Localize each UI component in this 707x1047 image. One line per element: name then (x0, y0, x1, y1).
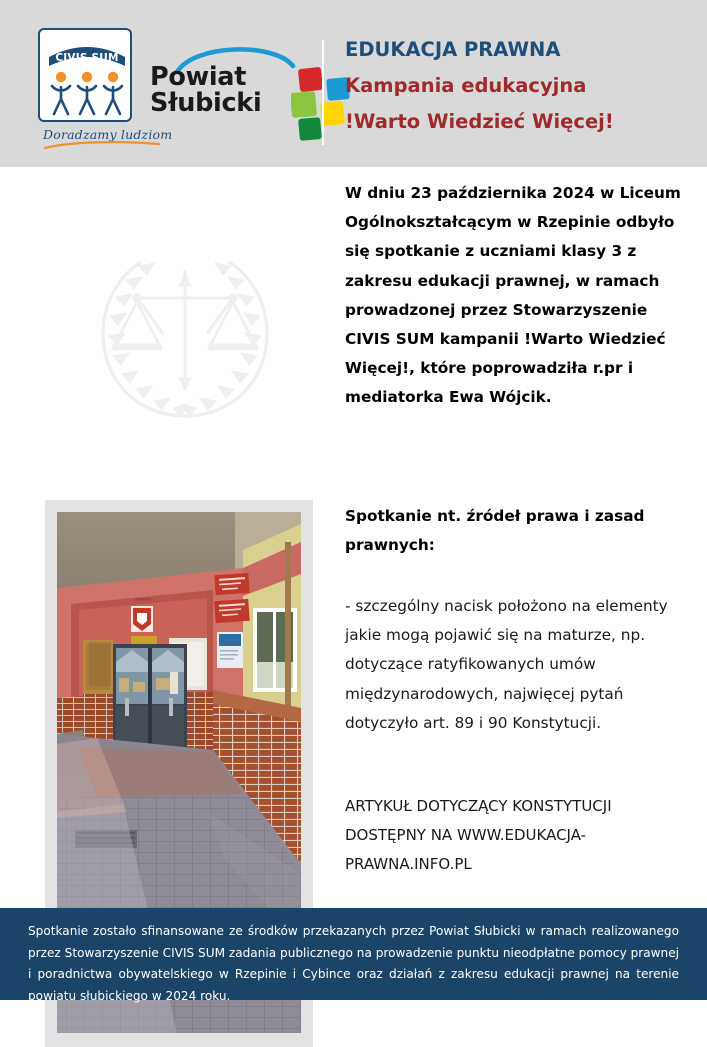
powiat-line1: Powiat (150, 62, 247, 92)
header-title-1: EDUKACJA PRAWNA (345, 38, 561, 61)
powiat-line2: Słubicki (150, 88, 262, 118)
paragraph-meeting-details: - szczególny nacisk położono na elementy jakie mogą pojawić się na maturze, np. dotyczące ratyfikowanych umów międzynarodowych, najwięcej pytań dotyczyło art. 89 i 90 Konstytucji. (345, 597, 668, 732)
page-body (0, 167, 707, 908)
header-title-2: Kampania edukacyjna (345, 74, 587, 97)
header-titles (345, 32, 695, 140)
civis-tagline-text: Doradzamy ludziom (43, 127, 173, 142)
civis-sum-logo (38, 28, 132, 122)
footer-funding-note: Spotkanie zostało sfinansowane ze środków przekazanych przez Powiat Słubicki w ramach realizowanego przez Stowarzyszenie CIVIS SUM zadania publicznego na prowadzenie punktu nieodpłatne pomocy prawnej i poradnictwa obywatelskiego w Rzepinie i Cybince oraz działań z zakresu edukacji prawnej na terenie powiatu słubickiego w 2024 roku. (28, 924, 679, 1003)
civis-tagline (43, 127, 173, 151)
header-divider (322, 40, 324, 145)
page-footer (0, 908, 707, 1003)
paragraph-event-summary: W dniu 23 października 2024 w Liceum Ogólnokształcącym w Rzepinie odbyło się spotkanie z uczniami klasy 3 z zakresu edukacji prawnej, w ramach prowadzonej przez Stowarzyszenie CIVIS SUM kampanii !Warto Wiedzieć Więcej!, które poprowadziła r.pr i mediatorka Ewa Wójcik. (345, 184, 681, 407)
powiat-label (150, 64, 261, 116)
scales-of-justice-icon (85, 230, 285, 430)
swoosh-icon (43, 140, 161, 151)
svg-text:CIVIS SUM: CIVIS SUM (55, 52, 119, 64)
three-people-icon (48, 70, 126, 116)
header-title-3: !Warto Wiedzieć Więcej! (345, 110, 614, 133)
civis-sum-banner-icon (47, 41, 127, 67)
powiat-slubicki-logo (148, 40, 348, 140)
paragraph-article-link: ARTYKUŁ DOTYCZĄCY KONSTYTUCJI DOSTĘPNY NA WWW.EDUKACJA-PRAWNA.INFO.PL (345, 797, 612, 874)
page-header (0, 0, 707, 167)
heading-meeting-topic: Spotkanie nt. źródeł prawa i zasad prawnych: (345, 507, 645, 555)
logo-group (38, 28, 310, 150)
